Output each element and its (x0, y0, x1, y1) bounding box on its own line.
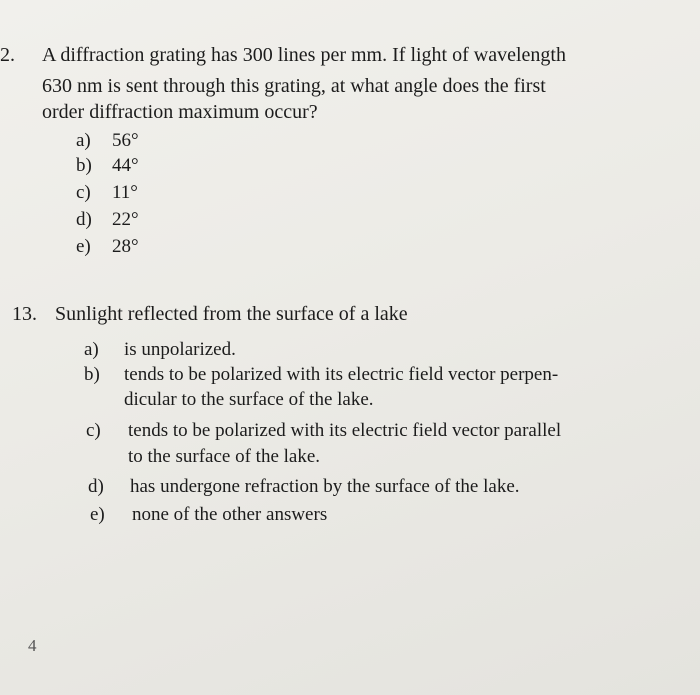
question-number: 2. (0, 44, 15, 66)
option-text-c-line1: tends to be polarized with its electric field vector parallel (128, 420, 562, 441)
option-text-a: is unpolarized. (124, 339, 236, 360)
option-label-b: b) (76, 155, 92, 176)
option-label-d: d) (88, 476, 104, 497)
option-label-c: c) (76, 182, 91, 203)
option-text-e: 28° (112, 236, 139, 257)
option-text-e: none of the other answers (132, 504, 328, 525)
option-text-b-line2: dicular to the surface of the lake. (124, 389, 374, 410)
question-number: 13. (12, 303, 37, 325)
question-stem: Sunlight reflected from the surface of a lake (55, 303, 408, 325)
option-text-c-line2: to the surface of the lake. (128, 446, 321, 467)
option-label-e: e) (76, 236, 91, 257)
question-text-line: order diffraction maximum occur? (42, 101, 318, 123)
option-text-b-line1: tends to be polarized with its electric field vector perpen- (124, 364, 559, 385)
option-label-b: b) (84, 364, 100, 385)
page-number: 4 (28, 636, 37, 655)
option-text-c: 11° (112, 182, 138, 203)
option-label-a: a) (84, 339, 99, 360)
option-label-a: a) (76, 130, 91, 151)
option-label-d: d) (76, 209, 92, 230)
option-text-a: 56° (112, 130, 139, 151)
option-label-c: c) (86, 420, 101, 441)
question-text-line: 630 nm is sent through this grating, at what angle does the first (42, 75, 546, 97)
option-label-e: e) (90, 504, 105, 525)
option-text-b: 44° (112, 155, 139, 176)
option-text-d: has undergone refraction by the surface of the lake. (130, 476, 520, 497)
option-text-d: 22° (112, 209, 139, 230)
question-text-line: A diffraction grating has 300 lines per mm. If light of wavelength (42, 44, 566, 66)
